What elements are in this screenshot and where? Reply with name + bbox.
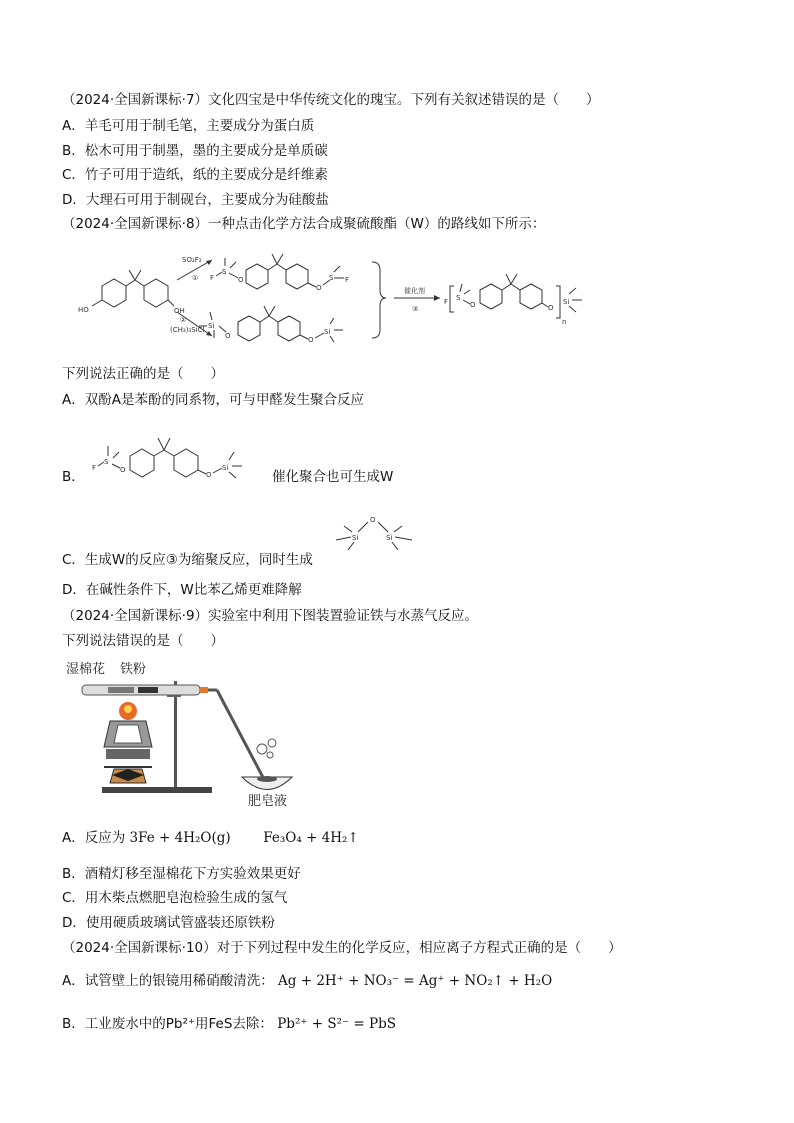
q7-option-c: C．竹子可用于造纸，纸的主要成分是纤维素 (62, 167, 328, 183)
q9-equation-right: Fe₃O₄ + 4H₂↑ (263, 830, 359, 846)
q10-option-a-prefix: A．试管壁上的银镜用稀硝酸清洗： (62, 973, 274, 989)
step-1-label: ① (192, 274, 199, 282)
label-iron-powder: 铁粉 (120, 662, 147, 677)
q10-stem: （2024·全国新课标·10）对于下列过程中发生的化学反应，相应离子方程式正确的是（ ） (62, 940, 622, 956)
catalyst-label: 催化剂 (404, 287, 425, 295)
svg-text:Si: Si (352, 534, 359, 542)
q8-option-c-prefix: C．生成W的反应③为缩聚反应，同时生成 (62, 552, 313, 568)
svg-text:F: F (345, 276, 350, 284)
svg-text:O: O (238, 276, 244, 284)
svg-text:F: F (210, 274, 215, 282)
bisphenol-a-structure (78, 270, 185, 315)
q9-stem: （2024·全国新课标·9）实验室中利用下图装置验证铁与水蒸气反应。 (62, 608, 479, 624)
label-oh: OH (174, 307, 185, 315)
q7-option-d: D．大理石可用于制砚台，主要成分为硅酸盐 (62, 192, 329, 208)
hexamethyldisiloxane-structure (330, 508, 420, 554)
q9-option-a (62, 828, 359, 848)
label-ho: HO (78, 306, 89, 314)
q8-option-d: D．在碱性条件下，W比苯乙烯更难降解 (62, 582, 302, 598)
svg-text:F: F (444, 298, 449, 306)
svg-text:O: O (370, 516, 376, 524)
silyl-ether-product (199, 306, 343, 344)
q8-option-b-suffix: 催化聚合也可生成W (272, 469, 394, 485)
svg-text:Si: Si (208, 322, 215, 330)
iron-steam-apparatus (62, 657, 312, 807)
step-3-label: ③ (412, 305, 419, 313)
q9-option-a-prefix: A．反应为 (62, 830, 126, 846)
q8-option-b-prefix: B． (62, 469, 85, 485)
svg-text:S: S (104, 458, 109, 466)
svg-text:Si: Si (222, 464, 229, 472)
polymer-w-structure (444, 274, 582, 326)
q8-question: 下列说法正确的是（ ） (62, 366, 224, 382)
svg-text:O: O (316, 284, 322, 292)
svg-text:O: O (225, 332, 231, 340)
q10-option-b (62, 1014, 396, 1034)
q10-option-b-prefix: B．工业废水中的Pb²⁺用FeS去除： (62, 1016, 273, 1032)
svg-text:S: S (222, 268, 227, 276)
svg-text:O: O (470, 301, 476, 309)
q7-option-b: B．松木可用于制墨，墨的主要成分是单质碳 (62, 143, 328, 159)
label-soap-solution: 肥皂液 (248, 794, 288, 807)
fluorosulfate-product (210, 254, 349, 292)
svg-text:O: O (548, 304, 554, 312)
svg-text:S: S (456, 294, 461, 302)
step-2-label: ② (180, 316, 187, 324)
q7-stem: （2024·全国新课标·7）文化四宝是中华传统文化的瑰宝。下列有关叙述错误的是（ ） (62, 92, 600, 108)
svg-text:n: n (562, 318, 567, 326)
q7-option-a: A．羊毛可用于制毛笔，主要成分为蛋白质 (62, 118, 315, 134)
svg-text:O: O (206, 471, 212, 479)
q9-option-d: D．使用硬质玻璃试管盛装还原铁粉 (62, 915, 275, 931)
svg-text:S: S (329, 274, 334, 282)
q8-stem: （2024·全国新课标·8）一种点击化学方法合成聚硫酸酯（W）的路线如下所示： (62, 216, 546, 232)
reagent-1: SO₂F₂ (182, 256, 202, 264)
q8-option-a: A．双酚A是苯酚的同系物，可与甲醛发生聚合反应 (62, 392, 364, 408)
q10-option-a (62, 971, 552, 991)
synthesis-scheme (62, 240, 602, 352)
svg-text:Si: Si (563, 298, 570, 306)
label-wet-cotton: 湿棉花 (66, 662, 106, 677)
svg-text:O: O (308, 336, 314, 344)
svg-text:Si: Si (386, 534, 393, 542)
reagent-2: (CH₃)₃SiCl (170, 326, 205, 334)
svg-text:O: O (120, 466, 126, 474)
q10-option-b-equation: Pb²⁺ + S²⁻ = PbS (277, 1016, 397, 1032)
option-b-structure (88, 418, 268, 480)
svg-text:F: F (92, 464, 97, 472)
q9-option-b: B．酒精灯移至湿棉花下方实验效果更好 (62, 866, 301, 882)
q9-question: 下列说法错误的是（ ） (62, 633, 224, 649)
q9-option-c: C．用木柴点燃肥皂泡检验生成的氢气 (62, 890, 288, 906)
svg-text:Si: Si (324, 328, 331, 336)
q9-equation-left: 3Fe + 4H₂O(g) (129, 830, 231, 846)
q10-option-a-equation: Ag + 2H⁺ + NO₃⁻ = Ag⁺ + NO₂↑ + H₂O (278, 973, 553, 989)
